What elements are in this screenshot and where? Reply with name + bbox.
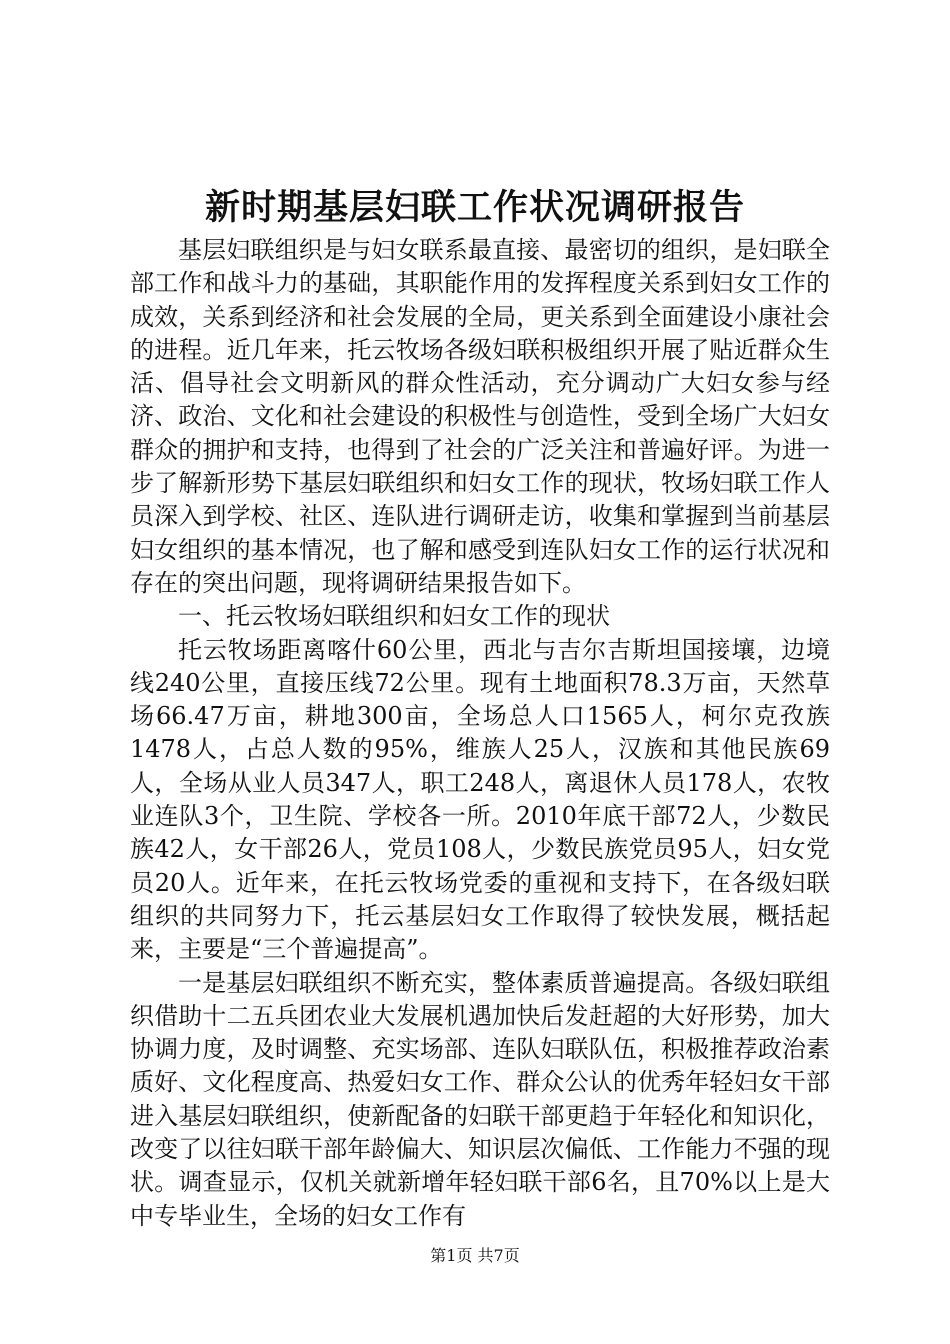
paragraph-point-1: 一是基层妇联组织不断充实，整体素质普遍提高。各级妇联组织借助十二五兵团农业大发展机遇加快后发赶超的大好形势，加大协调力度，及时调整、充实场部、连队妇联队伍，积极推荐政治素质好、文化程度高、热爱妇女工作、群众公认的优秀年轻妇女干部进入基层妇联组织，使新配备的妇联干部更趋于年轻化和知识化，改变了以往妇联干部年龄偏大、知识层次偏低、工作能力不强的现状。调查显示，仅机关就新增年轻妇联干部6名，且70%以上是大中专毕业生，全场的妇女工作有	[130, 968, 830, 1230]
section-heading-1: 一、托云牧场妇联组织和妇女工作的现状	[178, 602, 610, 631]
document-body	[130, 234, 830, 1233]
paragraph-intro: 基层妇联组织是与妇女联系最直接、最密切的组织，是妇联全部工作和战斗力的基础，其职能作用的发挥程度关系到妇女工作的成效，关系到经济和社会发展的全局，更关系到全面建设小康社会的进程。近几年来，托云牧场各级妇联积极组织开展了贴近群众生活、倡导社会文明新风的群众性活动，充分调动广大妇女参与经济、政治、文化和社会建设的积极性与创造性，受到全场广大妇女群众的拥护和支持，也得到了社会的广泛关注和普遍好评。为进一步了解新形势下基层妇联组织和妇女工作的现状，牧场妇联工作人员深入到学校、社区、连队进行调研走访，收集和掌握到当前基层妇女组织的基本情况，也了解和感受到连队妇女工作的运行状况和存在的突出问题，现将调研结果报告如下。	[130, 236, 830, 597]
document-title: 新时期基层妇联工作状况调研报告	[204, 187, 745, 228]
paragraph-overview: 托云牧场距离喀什60公里，西北与吉尔吉斯坦国接壤，边境线240公里，直接压线72公里。现有土地面积78.3万亩，天然草场66.47万亩，耕地300亩，全场总人口1565人，柯尔克孜族1478人，占总人数的95%，维族人25人，汉族和其他民族69人，全场从业人员347人，职工248人，离退休人员178人，农牧业连队3个，卫生院、学校各一所。2010年底干部72人，少数民族42人，女干部26人，党员108人，少数民族党员95人，妇女党员20人。近年来，在托云牧场党委的重视和支持下，在各级妇联组织的共同努力下，托云基层妇女工作取得了较快发展，概括起来，主要是“三个普遍提高”。	[130, 635, 830, 964]
page-number: 第1页 共7页	[430, 1246, 520, 1265]
